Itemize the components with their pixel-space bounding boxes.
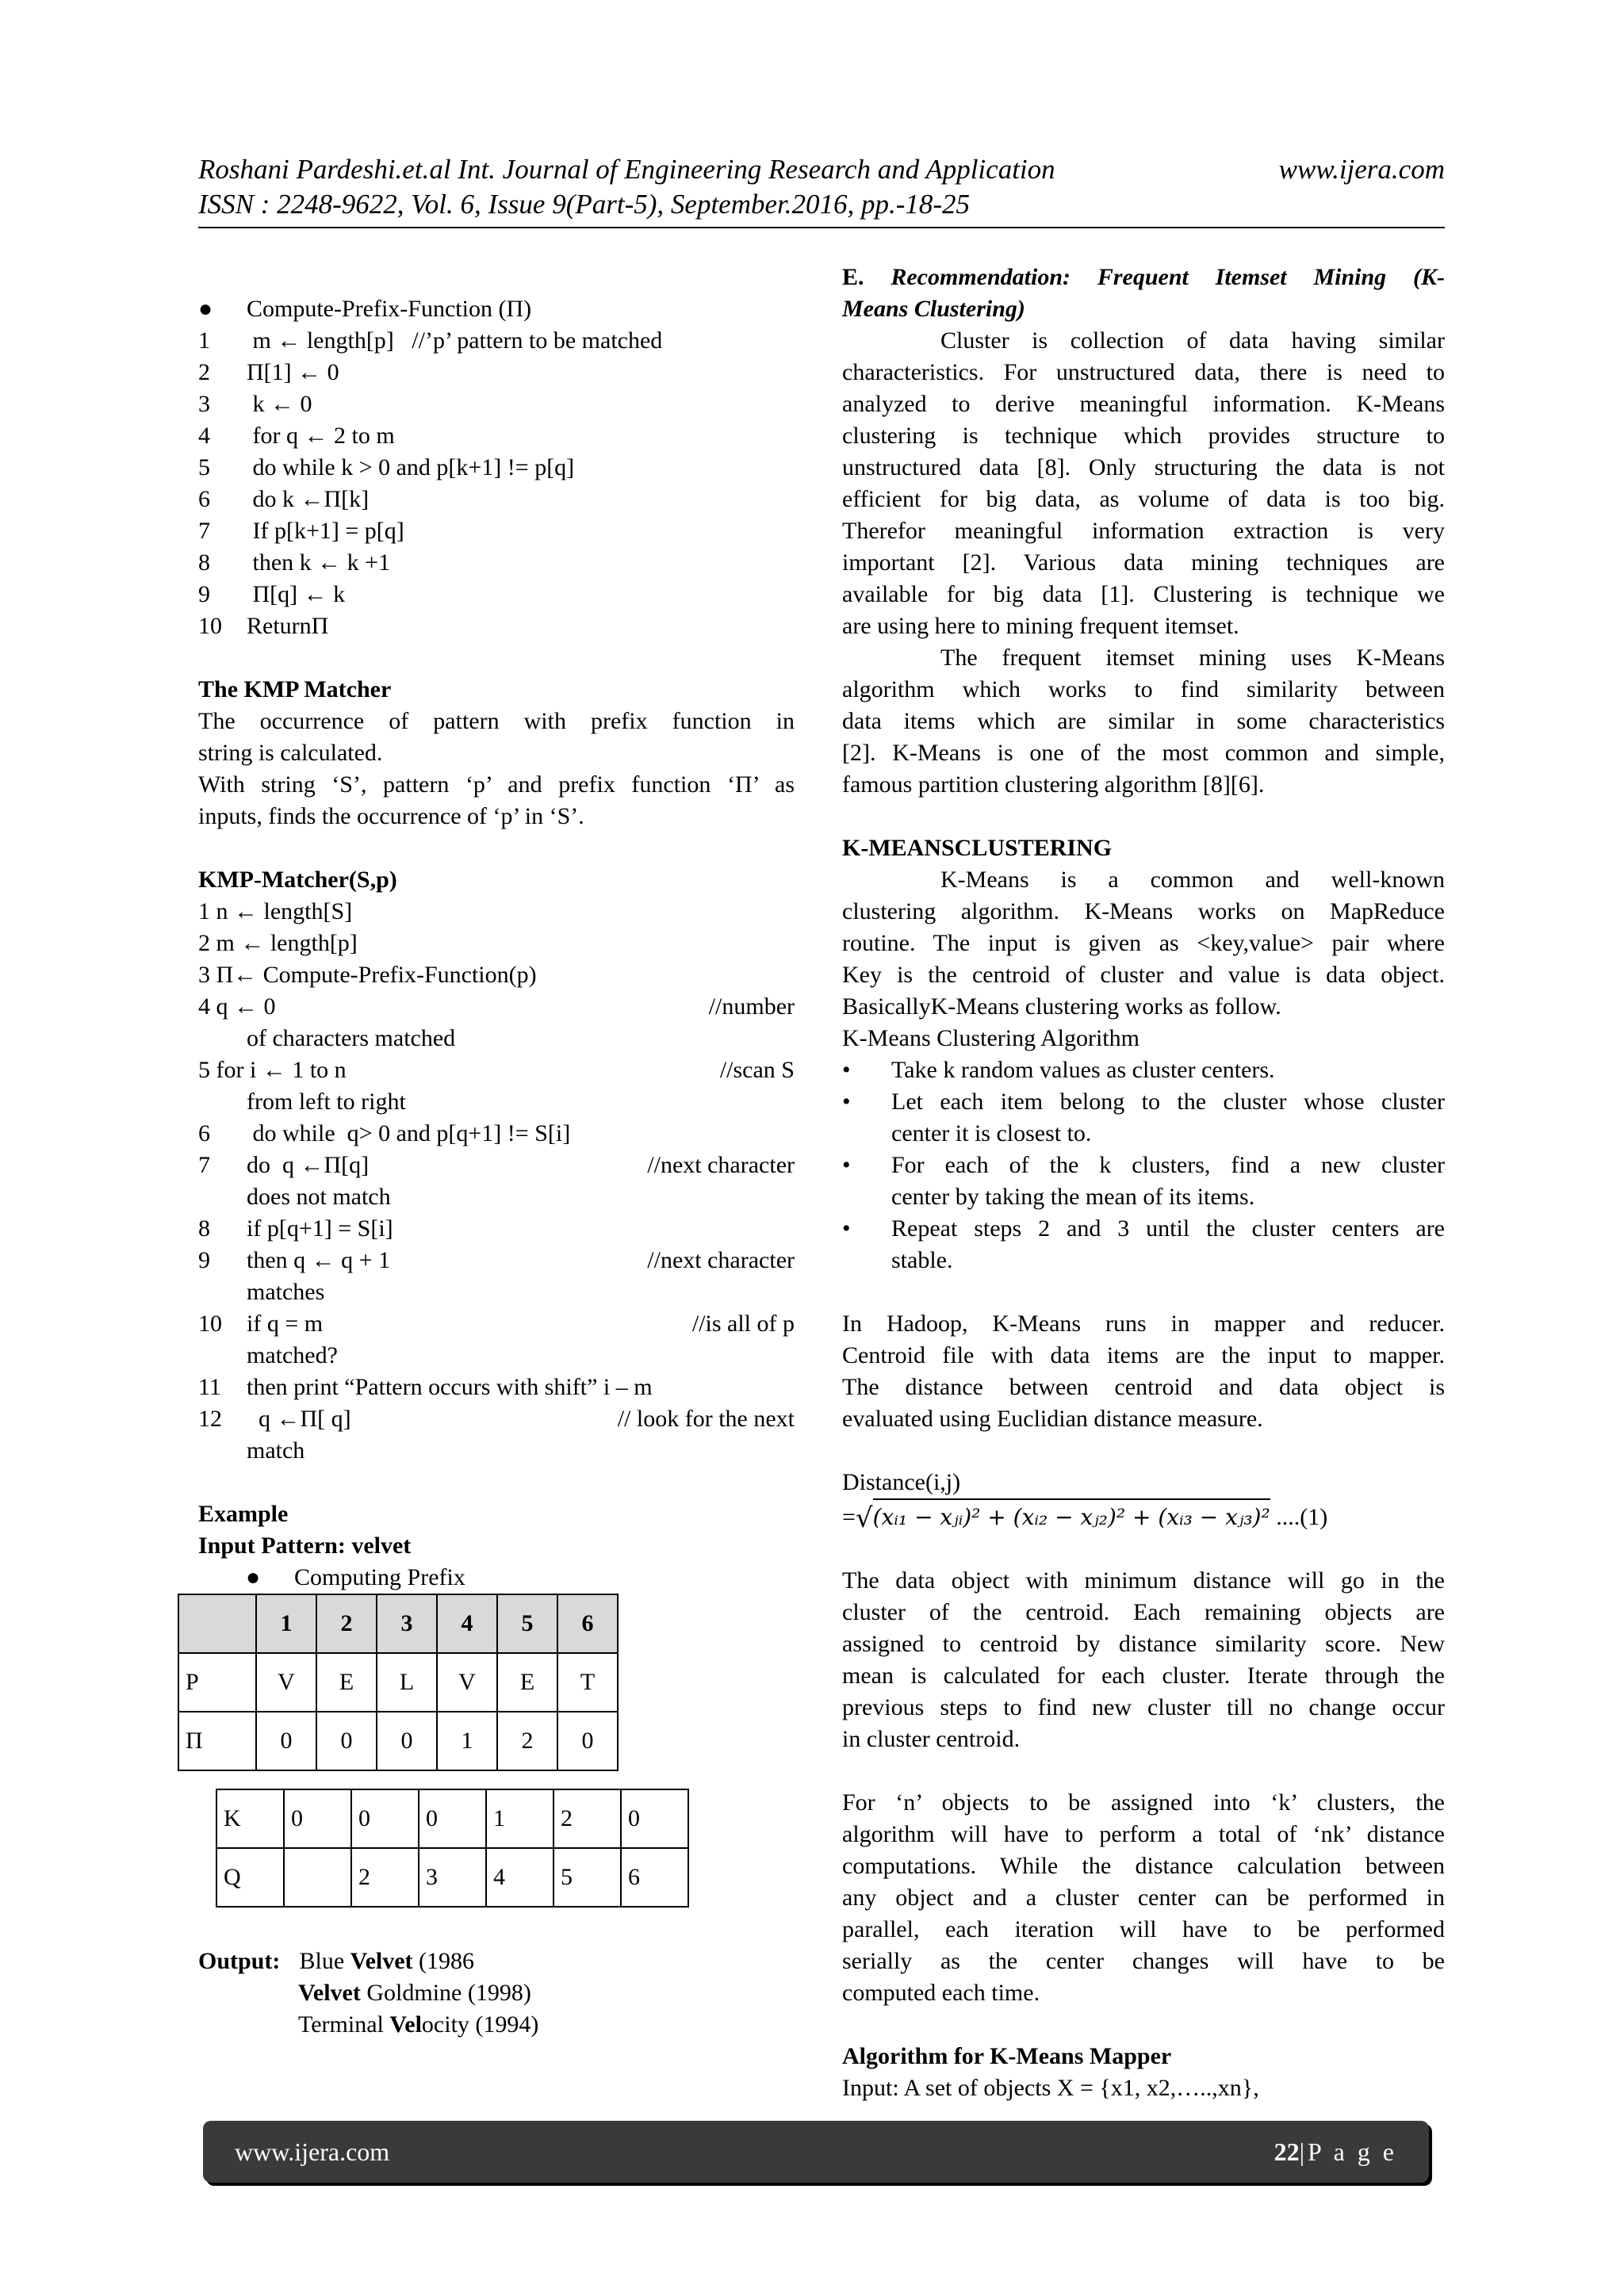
paragraph-line: Key is the centroid of cluster and value is data object. [842, 962, 1445, 988]
header-issn-line: ISSN : 2248-9622, Vol. 6, Issue 9(Part-5), September.2016, pp.-18-25 [198, 189, 971, 220]
kmp-desc-line: string is calculated. [198, 740, 383, 766]
prefix-function-code [198, 325, 795, 642]
mapper-title: Algorithm for K-Means Mapper [842, 2043, 1172, 2069]
table-row [216, 1789, 688, 1848]
table-cell: 5 [497, 1594, 557, 1653]
example-title: Example [198, 1501, 289, 1527]
table-cell: 1 [437, 1712, 497, 1770]
paragraph-line: algorithm will have to perform a total of ‘nk’ distance [842, 1821, 1445, 1847]
table-cell: Q [216, 1848, 284, 1907]
paragraph [842, 642, 1445, 801]
paragraph-line: efficient for big data, as volume of data is too big. [842, 486, 1445, 512]
table-cell: K [216, 1789, 284, 1848]
paragraph-line: parallel, each iteration will have to be performed [842, 1916, 1445, 1942]
left-column [186, 262, 795, 2041]
output-line: Velvet Goldmine (1998) [298, 1980, 531, 2006]
paragraph-line: cluster of the centroid. Each remaining objects are [842, 1599, 1445, 1625]
kmp-matcher-code-title: KMP-Matcher(S,p) [198, 867, 397, 893]
paragraph [842, 1787, 1445, 2009]
kmp-desc-line: With string ‘S’, pattern ‘p’ and prefix function ‘Π’ as [198, 771, 795, 798]
table-cell: 0 [377, 1712, 437, 1770]
table-cell: 6 [557, 1594, 618, 1653]
prefix-function-title: ● Compute-Prefix-Function (Π) [198, 293, 795, 325]
code-line: 3 Π← Compute-Prefix-Function(p) [198, 962, 537, 988]
table-cell: 0 [284, 1789, 351, 1848]
table-cell: 5 [553, 1848, 621, 1907]
bullet-icon: • [842, 1057, 851, 1083]
table-cell: 0 [316, 1712, 377, 1770]
code-line: 1 m ← length[p] //’p’ pattern to be matched [198, 327, 663, 354]
bullet-icon: ● [246, 1564, 261, 1590]
kq-table [216, 1789, 689, 1908]
paragraph-line: algorithm which works to find similarity between [842, 676, 1445, 702]
paragraph [842, 1565, 1445, 1755]
table-cell: P [178, 1653, 256, 1712]
paragraph-line: For ‘n’ objects to be assigned into ‘k’ clusters, the [842, 1789, 1445, 1816]
algorithm-label: K-Means Clustering Algorithm [842, 1025, 1139, 1051]
paragraph-line: mean is calculated for each cluster. Iterate through the [842, 1663, 1445, 1689]
code-line: 5 do while k > 0 and p[k+1] != p[q] [198, 454, 575, 480]
table-cell: 0 [419, 1789, 486, 1848]
kmeans-section-title: K-MEANSCLUSTERING [842, 835, 1113, 861]
code-line: of characters matched [247, 1025, 456, 1051]
paragraph-line: K-Means is a common and well-known [940, 867, 1445, 893]
table-cell: 3 [377, 1594, 437, 1653]
paragraph-line: previous steps to find new cluster till no change occur [842, 1694, 1445, 1720]
paragraph [842, 864, 1445, 1023]
code-line: 4 for q ← 2 to m [198, 423, 395, 449]
code-line: 7 If p[k+1] = p[q] [198, 518, 404, 544]
code-line: 9 Π[q] ← k [198, 581, 346, 607]
table-cell: 2 [497, 1712, 557, 1770]
paragraph-line: Centroid file with data items are the input to mapper. [842, 1342, 1445, 1368]
table-cell: E [497, 1653, 557, 1712]
code-line: 2 m ← length[p] [198, 930, 358, 956]
code-line: 11 then print “Pattern occurs with shift” i – m [198, 1374, 653, 1400]
input-pattern: Input Pattern: velvet [198, 1533, 412, 1559]
paragraph-line: BasicallyK-Means clustering works as follow. [842, 993, 1281, 1020]
paragraph-line: The frequent itemset mining uses K-Means [940, 645, 1445, 671]
algorithm-steps [842, 1054, 1445, 1276]
paragraph-line: clustering algorithm. K-Means works on MapReduce [842, 898, 1445, 924]
table-cell: T [557, 1653, 618, 1712]
bullet-icon: • [842, 1089, 851, 1115]
table-cell: 2 [351, 1848, 419, 1907]
paragraph-line: computations. While the distance calculation between [842, 1853, 1445, 1879]
paragraph-line: important [2]. Various data mining techniques are [842, 549, 1445, 576]
output-block [198, 1946, 795, 2041]
paragraph-line: Therefor meaningful information extraction is very [842, 518, 1445, 544]
header-rule [198, 227, 1445, 228]
paragraph-line: unstructured data [8]. Only structuring the data is not [842, 454, 1445, 480]
distance-formula: = √ (xᵢ₁ − xⱼᵢ)² + (xᵢ₂ − xⱼ₂)² + (xᵢ₃ − xⱼ₃)² ....(1) [842, 1498, 1445, 1533]
list-item: • For each of the k clusters, find a new cluster center by taking the mean of its items. [842, 1150, 1445, 1213]
code-line: 6 do while q> 0 and p[q+1] != S[i] [198, 1120, 571, 1146]
paragraph-line: any object and a cluster center can be performed in [842, 1885, 1445, 1911]
paragraph-line: analyzed to derive meaningful information. K-Means [842, 391, 1445, 417]
code-line: 4 q ← 0 //number [198, 993, 795, 1020]
paragraph [842, 325, 1445, 642]
footer-site-link[interactable]: www.ijera.com [235, 2137, 390, 2166]
header-journal-line: Roshani Pardeshi.et.al Int. Journal of Engineering Research and Application [198, 154, 1055, 185]
table-cell: 1 [486, 1789, 553, 1848]
table-cell: 2 [553, 1789, 621, 1848]
code-line: 8 then k ← k +1 [198, 549, 391, 576]
paragraph-line: serially as the center changes will have to be [842, 1948, 1445, 1974]
output-line: Terminal Velocity (1994) [298, 2011, 539, 2038]
paragraph-line: clustering is technique which provides structure to [842, 423, 1445, 449]
code-line: 6 do k ←Π[k] [198, 486, 370, 512]
code-line: 3 k ← 0 [198, 391, 312, 417]
list-item: • Take k random values as cluster centers. [842, 1054, 1445, 1086]
code-line: 12 q ←Π[ q] // look for the next [198, 1406, 795, 1432]
paragraph-line: Cluster is collection of data having similar [940, 327, 1445, 354]
code-line: 10 ReturnΠ [198, 613, 329, 639]
code-line: matches [247, 1279, 325, 1305]
code-line: 9 then q ← q + 1 //next character [198, 1247, 795, 1273]
table-cell: 6 [621, 1848, 688, 1907]
paragraph-line: routine. The input is given as <key,value> pair where [842, 930, 1445, 956]
table-cell: Π [178, 1712, 256, 1770]
page-footer [203, 2121, 1429, 2183]
section-e-title: Means Clustering) [842, 296, 1025, 322]
table-row [216, 1848, 688, 1907]
distance-label: Distance(i,j) [842, 1469, 961, 1495]
table-cell: 3 [419, 1848, 486, 1907]
table-cell [178, 1594, 256, 1653]
bullet-icon: • [842, 1215, 851, 1242]
table-row [178, 1594, 618, 1653]
output-line: Blue Velvet (1986 [293, 1948, 475, 1974]
table-cell: 4 [486, 1848, 553, 1907]
paragraph-line: data items which are similar in some characteristics [842, 708, 1445, 734]
list-item: • Let each item belong to the cluster whose cluster center it is closest to. [842, 1086, 1445, 1150]
table-cell: 4 [437, 1594, 497, 1653]
paragraph-line: are using here to mining frequent itemset. [842, 613, 1239, 639]
code-line: 7 do q ←Π[q] //next character [198, 1152, 795, 1178]
paragraph-line: In Hadoop, K-Means runs in mapper and reducer. [842, 1311, 1445, 1337]
kmp-desc-line: The occurrence of pattern with prefix function in [198, 708, 795, 734]
page-number: 22|P a g e [1274, 2137, 1397, 2166]
paragraph-line: available for big data [1]. Clustering is technique we [842, 581, 1445, 607]
bullet-icon: ● [198, 296, 213, 322]
code-line: 10 if q = m //is all of p [198, 1311, 795, 1337]
paragraph-line: The data object with minimum distance will go in the [842, 1567, 1445, 1594]
mapper-input: Input: A set of objects X = {x1, x2,…..,xn}, [842, 2075, 1259, 2101]
paragraph-line: The distance between centroid and data object is [842, 1374, 1445, 1400]
table-row [178, 1712, 618, 1770]
prefix-table [178, 1594, 619, 1771]
paragraph-line: in cluster centroid. [842, 1726, 1021, 1752]
header-site-link[interactable]: www.ijera.com [1278, 154, 1445, 185]
code-line: does not match [247, 1184, 391, 1210]
table-cell: V [437, 1653, 497, 1712]
computing-prefix-item: ● Computing Prefix [198, 1562, 795, 1594]
table-cell: 0 [351, 1789, 419, 1848]
code-line: matched? [247, 1342, 338, 1368]
table-cell: E [316, 1653, 377, 1712]
paragraph-line: [2]. K-Means is one of the most common and simple, [842, 740, 1445, 766]
kmp-desc-line: inputs, finds the occurrence of ‘p’ in ‘S’. [198, 803, 584, 829]
code-line: 1 n ← length[S] [198, 898, 353, 924]
running-header [198, 152, 1445, 222]
table-cell: V [256, 1653, 316, 1712]
paragraph [842, 1308, 1445, 1435]
output-label: Output: [198, 1948, 281, 1974]
paragraph-line: computed each time. [842, 1980, 1040, 2006]
table-cell: L [377, 1653, 437, 1712]
table-cell [284, 1848, 351, 1907]
table-row [178, 1653, 618, 1712]
table-cell: 0 [621, 1789, 688, 1848]
table-cell: 2 [316, 1594, 377, 1653]
right-column [842, 262, 1445, 2104]
kmp-matcher-title: The KMP Matcher [198, 676, 392, 702]
code-line: match [247, 1437, 305, 1464]
table-cell: 0 [256, 1712, 316, 1770]
section-e-title: E. Recommendation: Frequent Itemset Mining (K- [842, 264, 1445, 290]
paragraph-line: assigned to centroid by distance similarity score. New [842, 1631, 1445, 1657]
code-line: 2 Π[1] ← 0 [198, 359, 339, 385]
bullet-icon: • [842, 1152, 851, 1178]
paragraph-line: evaluated using Euclidian distance measure. [842, 1406, 1263, 1432]
code-line: from left to right [247, 1089, 406, 1115]
paragraph-line: characteristics. For unstructured data, there is need to [842, 359, 1445, 385]
table-cell: 0 [557, 1712, 618, 1770]
table-cell: 1 [256, 1594, 316, 1653]
code-line: 5 for i ← 1 to n //scan S [198, 1057, 795, 1083]
list-item: • Repeat steps 2 and 3 until the cluster centers are stable. [842, 1213, 1445, 1276]
paragraph-line: famous partition clustering algorithm [8][6]. [842, 771, 1265, 798]
code-line: 8 if p[q+1] = S[i] [198, 1215, 393, 1242]
